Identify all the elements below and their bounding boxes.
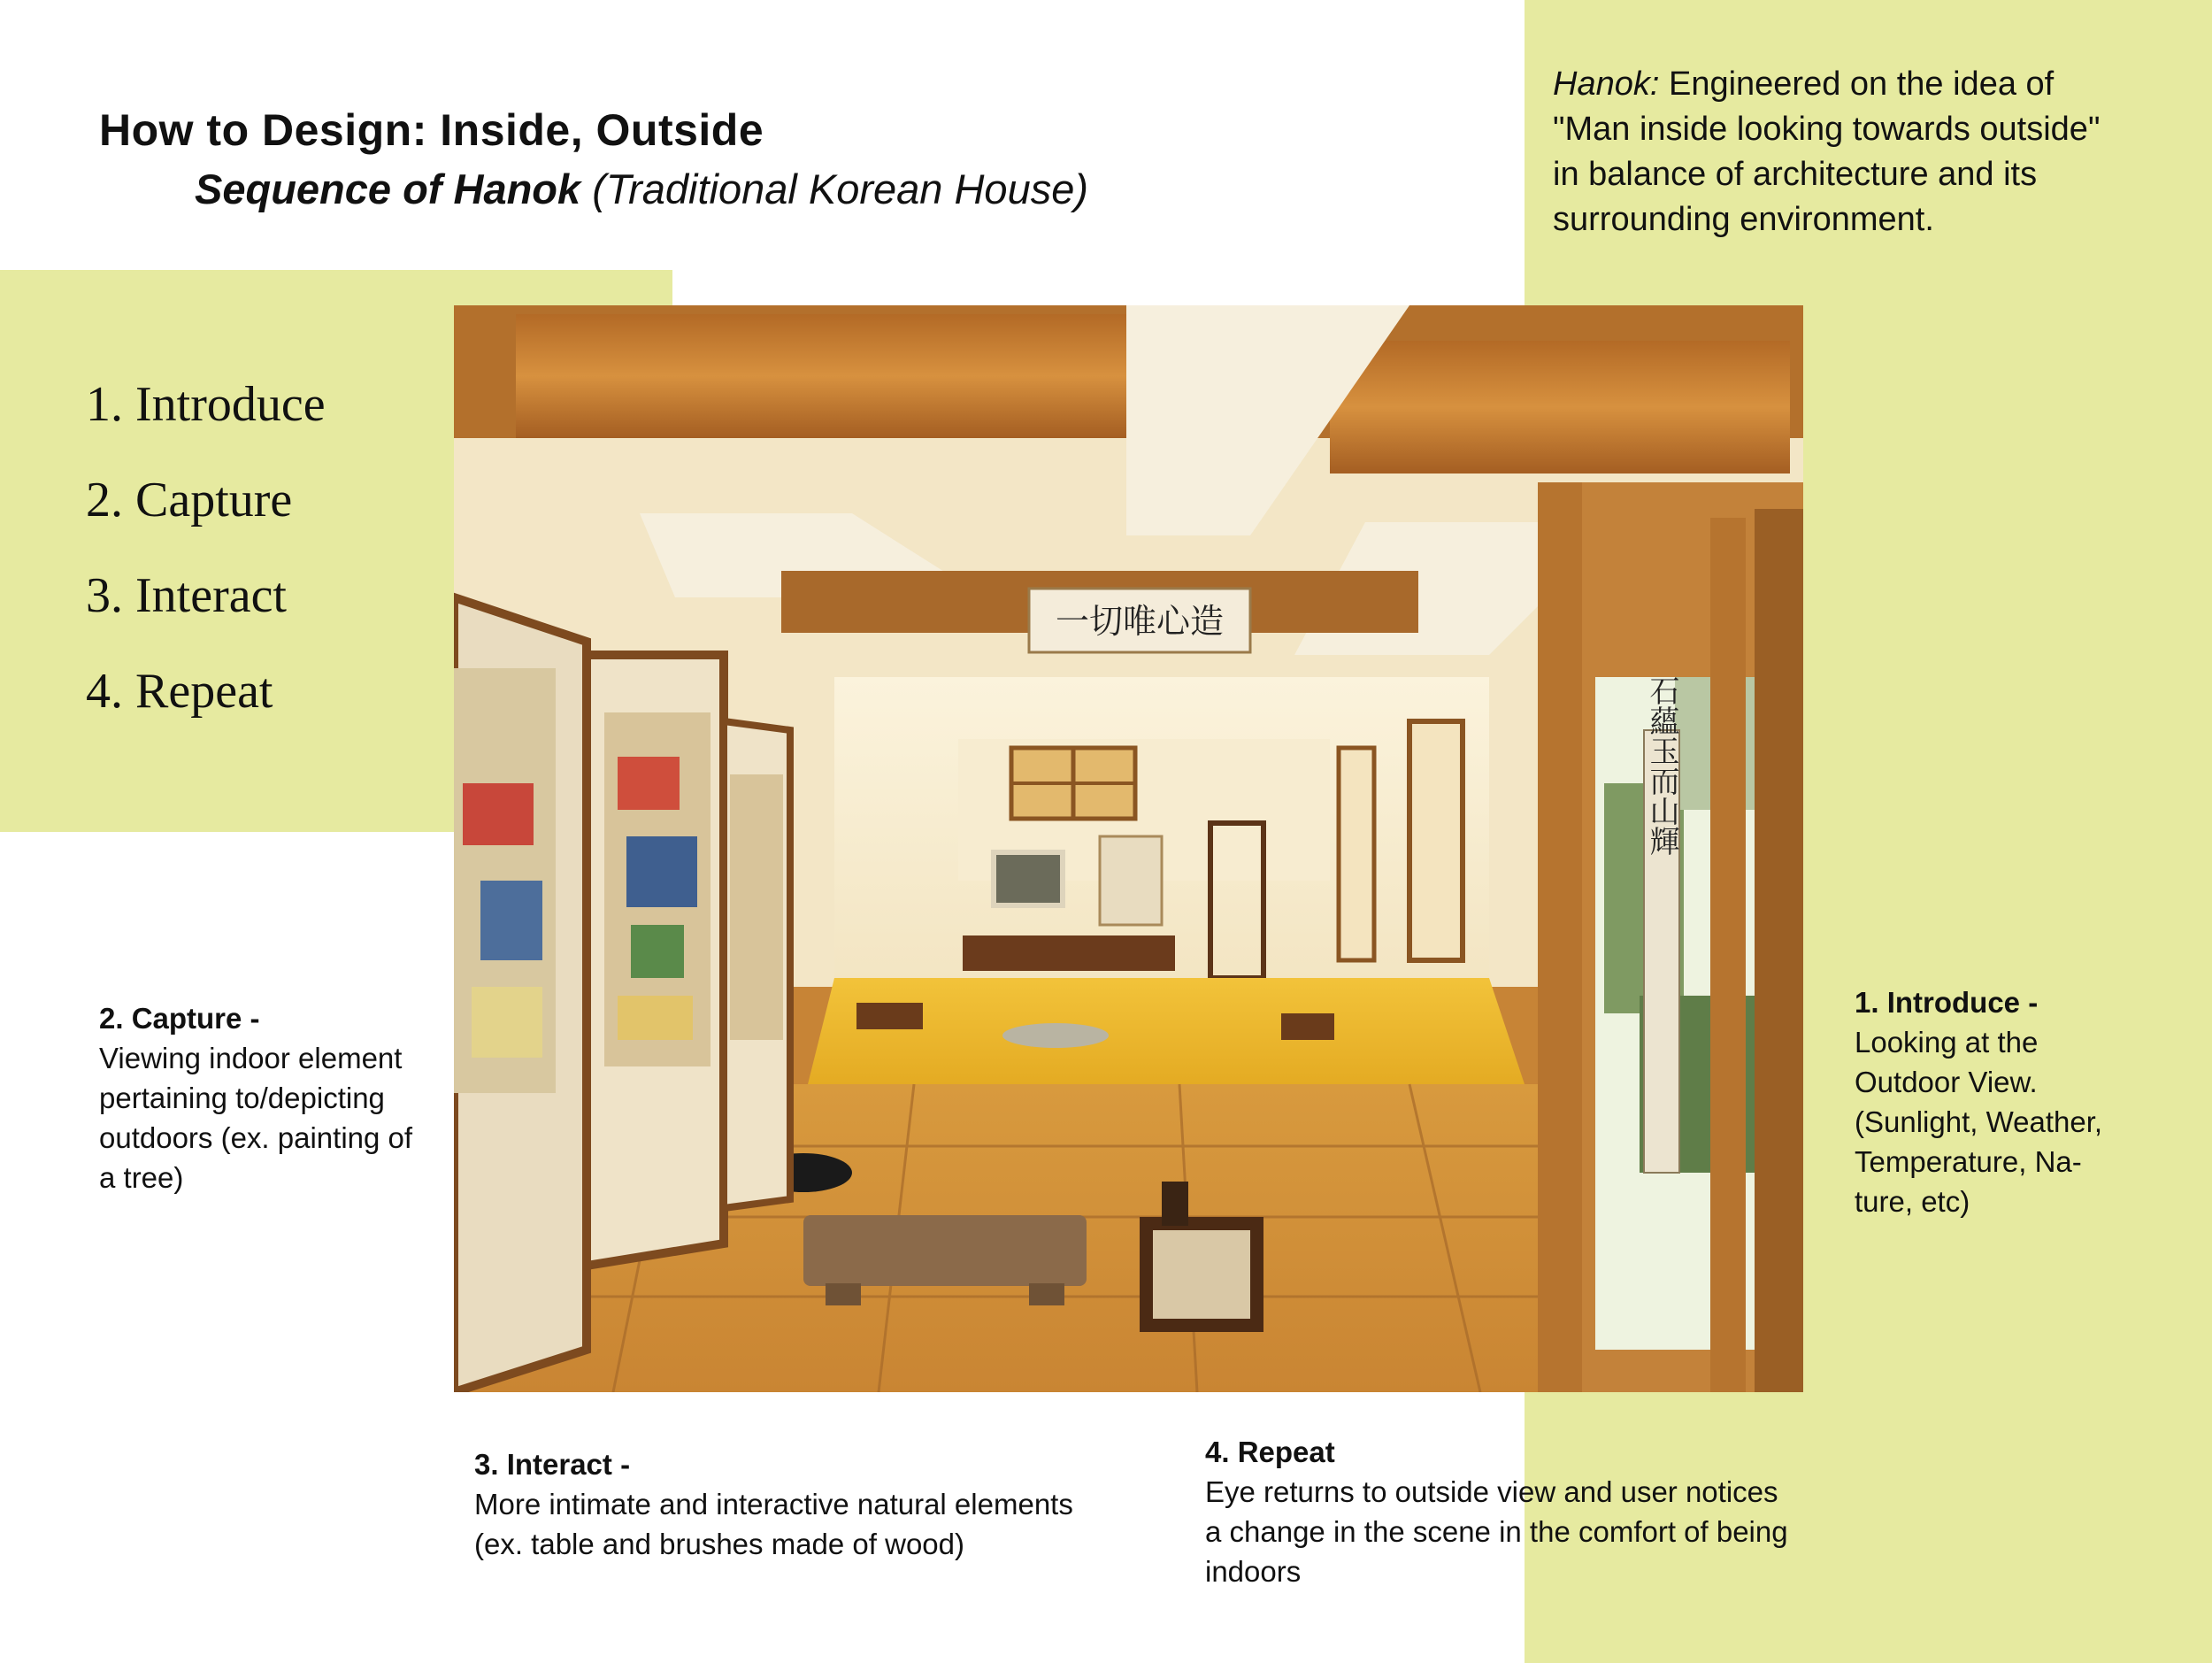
- note-interact-body: More intimate and interactive natural elements (ex. table and brushes made of wood): [474, 1488, 1073, 1560]
- subtitle-emphasis: Sequence of Hanok: [195, 166, 581, 212]
- note-capture: [99, 998, 471, 1197]
- note-capture-heading: 2. Capture -: [99, 1002, 260, 1035]
- calligraphy-sign: 一切唯心造: [1055, 602, 1225, 641]
- step-item: 4. Repeat: [86, 664, 273, 719]
- note-interact-heading: 3. Interact -: [474, 1448, 631, 1481]
- step-item: 1. Introduce: [86, 377, 326, 432]
- intro-text: Engineered on the idea of "Man inside looking towards outside" in balance of architecture and its surrounding environment.: [1553, 65, 2101, 238]
- note-introduce-body: Looking at the Outdoor View. (Sunlight, Weather, Temperature, Na- ture, etc): [1855, 1026, 2103, 1218]
- note-introduce-heading: 1. Introduce -: [1855, 986, 2039, 1019]
- subtitle-paren: (Traditional Korean House): [592, 166, 1089, 212]
- note-repeat: [1205, 1432, 1842, 1591]
- note-interact: [474, 1444, 1147, 1564]
- intro-lead: Hanok:: [1553, 65, 1660, 103]
- step-list: [86, 376, 326, 758]
- note-capture-body: Viewing indoor element pertaining to/depicting outdoors (ex. painting of a tree): [99, 1042, 413, 1194]
- hanok-interior-photo: [454, 305, 1803, 1392]
- step-item: 3. Interact: [86, 568, 287, 623]
- vertical-calligraphy: 石蘊玉而山輝: [1644, 675, 1679, 856]
- note-repeat-heading: 4. Repeat: [1205, 1436, 1335, 1468]
- page-subtitle: [195, 165, 1088, 213]
- step-item: 2. Capture: [86, 473, 293, 527]
- note-repeat-body: Eye returns to outside view and user notices a change in the scene in the comfort of being indoors: [1205, 1475, 1788, 1588]
- hanok-intro: [1553, 62, 2172, 243]
- page-title: How to Design: Inside, Outside: [99, 105, 764, 155]
- note-introduce: [1855, 982, 2147, 1221]
